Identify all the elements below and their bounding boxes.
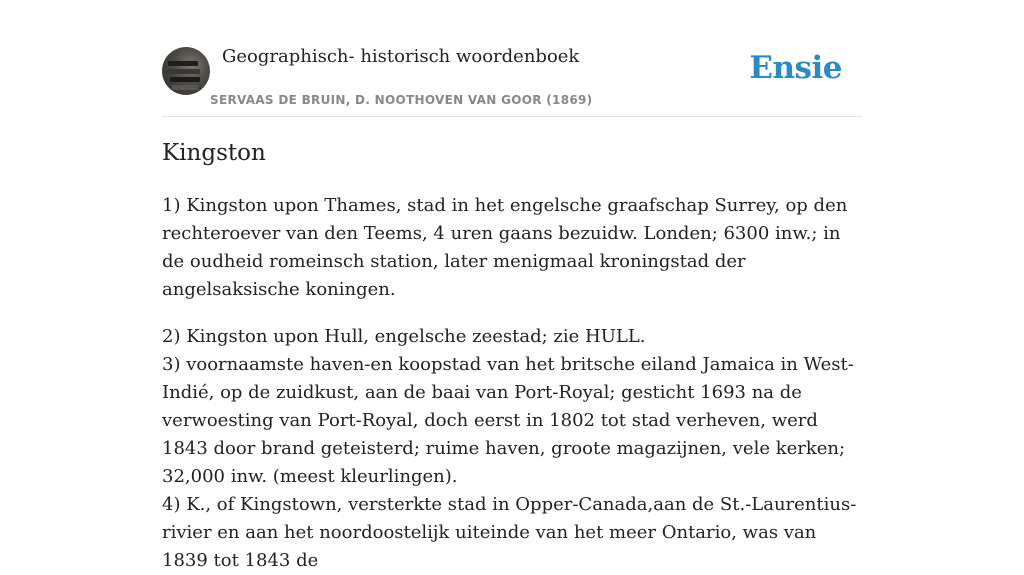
entry-item-3: 3) voornaamste haven-en koopstad van het britsche eiland Jamaica in West-Indié, op de zuidkust, aan de baai van Port-Royal; gesticht 1693 na de verwoesting van Port-Royal, doch eerst in 1802 tot stad verheven, werd 1843 door brand geteisterd; ruime haven, groote magazijnen, vele kerken; 32,000 inw. (meest kleurlingen). bbox=[162, 354, 854, 487]
entry-title: Kingston bbox=[162, 140, 266, 166]
book-title[interactable]: Geographisch- historisch woordenboek bbox=[222, 46, 580, 67]
book-cover-avatar[interactable] bbox=[162, 47, 210, 95]
ensie-logo[interactable]: Ensie bbox=[749, 50, 842, 86]
entry-content bbox=[162, 192, 862, 575]
entry-item-4: 4) K., of Kingstown, versterkte stad in Opper-Canada,aan de St.-Laurentius-rivier en aan het noordoostelijk uiteinde van het meer Ontario, was van 1839 tot 1843 de bbox=[162, 494, 857, 571]
book-author: SERVAAS DE BRUIN, D. NOOTHOVEN VAN GOOR (1869) bbox=[210, 93, 593, 107]
entry-paragraph-1: 1) Kingston upon Thames, stad in het engelsche graafschap Surrey, op den rechteroever van den Teems, 4 uren gaans bezuidw. Londen; 6300 inw.; in de oudheid romeinsch station, later menigmaal kroningstad der angelsaksische koningen. bbox=[162, 195, 848, 300]
entry-item-2: 2) Kingston upon Hull, engelsche zeestad; zie HULL. bbox=[162, 326, 646, 347]
entry-paragraph-2 bbox=[162, 323, 862, 575]
book-header bbox=[162, 46, 862, 117]
